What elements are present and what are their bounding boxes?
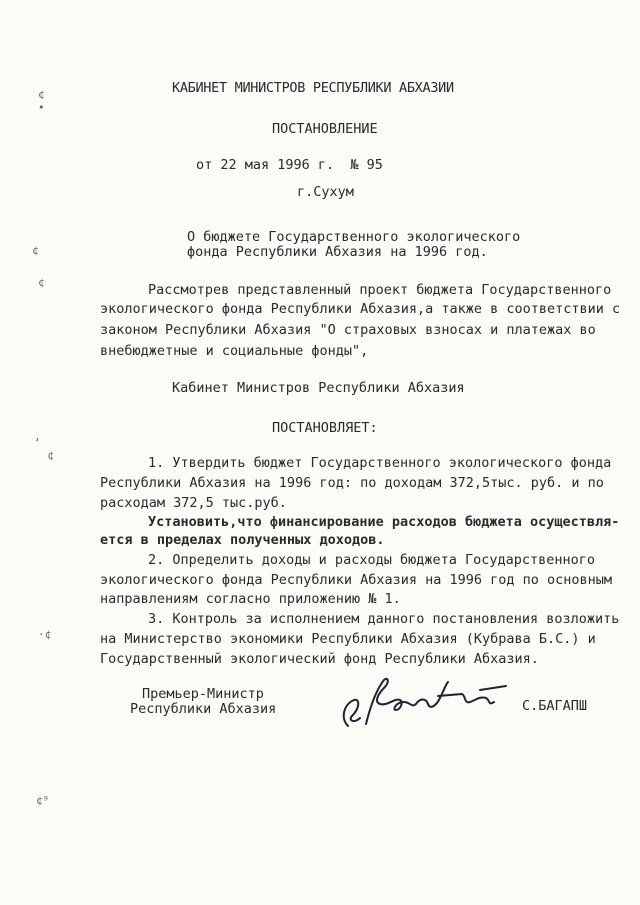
item-2-line-2: экологического фонда Республики Абхазия на 1996 год по основным — [100, 572, 613, 588]
signer-title-2: Республики Абхазия — [130, 701, 277, 717]
margin-mark-5: ·¢ — [38, 628, 52, 641]
item-1-line-4: Установить,что финансирование расходов бюджета осуществля- — [148, 514, 620, 530]
item-3-line-3: Государственный экологический фонд Республики Абхазия. — [100, 651, 539, 667]
item-2-line-1: 2. Определить доходы и расходы бюджета Государственного — [148, 552, 596, 568]
city: г.Сухум — [297, 184, 354, 200]
item-3-line-2: на Министерство экономики Республики Абхазия (Кубрава Б.С.) и — [100, 631, 596, 647]
doc-type: ПОСТАНОВЛЕНИЕ — [272, 121, 378, 137]
margin-mark-1: ¢ • — [38, 88, 45, 114]
subject-line-1: О бюджете Государственного экологического — [187, 229, 521, 245]
org-title: КАБИНЕТ МИНИСТРОВ РЕСПУБЛИКИ АБХАЗИИ — [172, 80, 454, 96]
preamble-line-3: законом Республики Абхазия "О страховых взносах и платежах во — [100, 322, 596, 338]
signer-name: С.БАГАПШ — [522, 698, 588, 714]
margin-mark-4: ‘ ¢ — [34, 436, 54, 462]
item-1-line-5: ется в пределах полученных доходов. — [100, 532, 385, 548]
margin-mark-3: ¢ — [38, 276, 45, 289]
decree-word: ПОСТАНОВЛЯЕТ: — [272, 420, 378, 436]
date-number: от 22 мая 1996 г. № 95 — [196, 157, 383, 173]
item-1-line-2: Республики Абхазия на 1996 год: по доходам 372,5тыс. руб. и по — [100, 475, 604, 491]
margin-mark-2: ¢ — [32, 244, 39, 257]
handwritten-signature — [330, 668, 520, 738]
signer-title-1: Премьер-Министр — [142, 686, 264, 702]
preamble-line-1: Рассмотрев представленный проект бюджета Государственного — [148, 282, 612, 298]
item-1-line-3: расходам 372,5 тыс.руб. — [100, 495, 287, 511]
margin-mark-6: ¢⁹ — [36, 794, 50, 807]
preamble-line-4: внебюджетные и социальные фонды", — [100, 343, 369, 359]
item-1-line-1: 1. Утвердить бюджет Государственного экологического фонда — [148, 455, 612, 471]
preamble-line-2: экологического фонда Республики Абхазия,а также в соответствии с — [100, 301, 621, 317]
item-3-line-1: 3. Контроль за исполнением данного постановления возложить — [148, 611, 620, 627]
issuer: Кабинет Министров Республики Абхазия — [172, 380, 465, 396]
item-2-line-3: направлениям согласно приложению № 1. — [100, 591, 401, 607]
subject-line-2: фонда Республики Абхазия на 1996 год. — [187, 244, 488, 260]
